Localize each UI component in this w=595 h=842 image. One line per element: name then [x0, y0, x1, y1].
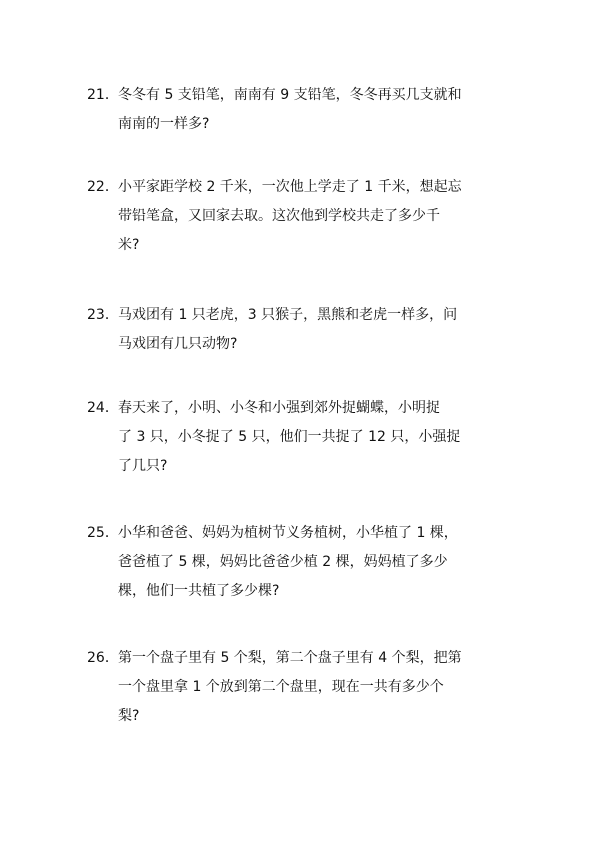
- problem-number: 21．: [87, 87, 119, 103]
- problem-number: 25．: [87, 525, 119, 541]
- problem-text: [118, 644, 527, 731]
- problem-line: 小华和爸爸、妈妈为植树节义务植树，小华植了 1 棵，: [118, 525, 458, 541]
- problem-line: 了 3 只，小冬捉了 5 只，他们一共捉了 12 只，小强捉: [118, 429, 461, 445]
- problem-line: 米?: [118, 237, 140, 253]
- problem-text: [118, 81, 527, 139]
- problem-25: [87, 519, 527, 606]
- problem-text: [118, 173, 527, 260]
- problem-text: [118, 519, 527, 606]
- problem-number: 23．: [87, 307, 119, 323]
- problem-line: 马戏团有几只动物?: [118, 336, 238, 352]
- problem-line: 第一个盘子里有 5 个梨，第二个盘子里有 4 个梨，把第: [118, 650, 462, 666]
- problem-24: [87, 394, 527, 481]
- problem-text: [118, 301, 527, 359]
- problem-line: 梨?: [118, 708, 140, 724]
- problem-line: 了几只?: [118, 458, 168, 474]
- problem-text: [118, 394, 527, 481]
- problem-number: 26．: [87, 650, 119, 666]
- problem-number: 22．: [87, 179, 119, 195]
- problem-line: 棵，他们一共植了多少棵?: [118, 583, 280, 599]
- problem-line: 带铅笔盒，又回家去取。这次他到学校共走了多少千: [118, 208, 440, 224]
- problem-line: 马戏团有 1 只老虎，3 只猴子，黑熊和老虎一样多，问: [118, 307, 458, 323]
- problem-line: 春天来了，小明、小冬和小强到郊外捉蝴蝶，小明捉: [118, 400, 440, 416]
- problem-21: [87, 81, 527, 139]
- problem-22: [87, 173, 527, 260]
- problem-26: [87, 644, 527, 731]
- problem-23: [87, 301, 527, 359]
- problem-line: 一个盘里拿 1 个放到第二个盘里，现在一共有多少个: [118, 679, 444, 695]
- problem-number: 24．: [87, 400, 119, 416]
- problem-line: 冬冬有 5 支铅笔，南南有 9 支铅笔，冬冬再买几支就和: [118, 87, 462, 103]
- problem-line: 小平家距学校 2 千米，一次他上学走了 1 千米，想起忘: [118, 179, 462, 195]
- problem-line: 爸爸植了 5 棵，妈妈比爸爸少植 2 棵，妈妈植了多少: [118, 554, 448, 570]
- problem-line: 南南的一样多?: [118, 116, 210, 132]
